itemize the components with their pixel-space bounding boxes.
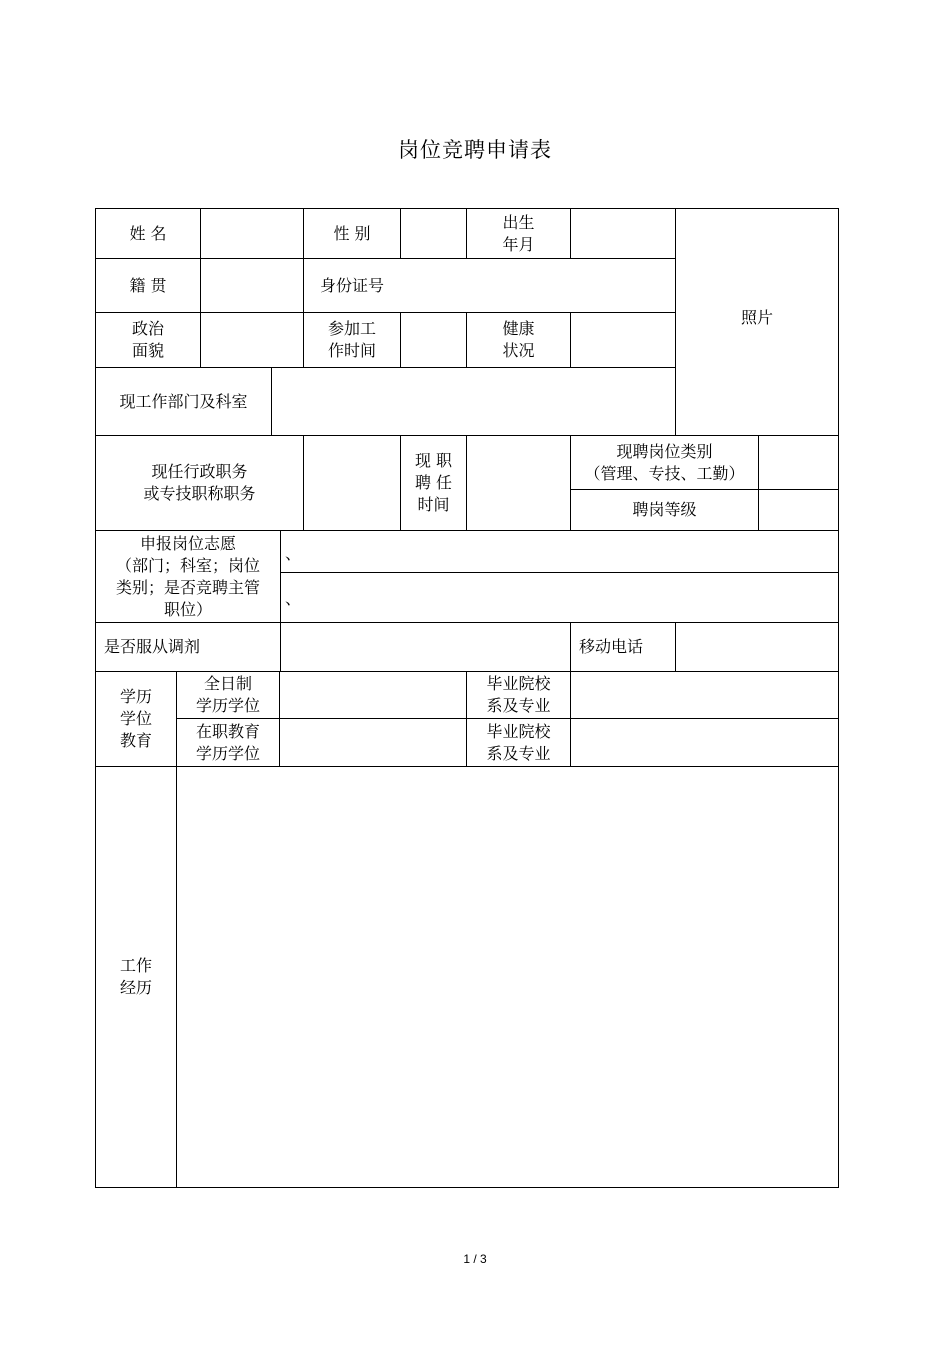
work-history-field[interactable] [177, 767, 838, 1187]
photo-area[interactable]: 照片 [740, 308, 773, 327]
application-choice-2-field[interactable]: 、 [285, 589, 302, 608]
gender-label: 性 别 [333, 223, 371, 243]
page-indicator: 1 / 3 [463, 1252, 487, 1266]
hometown-field[interactable] [201, 259, 303, 312]
post-type-field[interactable] [759, 436, 838, 489]
inservice-degree-field[interactable] [280, 719, 466, 766]
table-rule [838, 208, 839, 1188]
hometown-label: 籍 贯 [129, 275, 167, 295]
department-field[interactable] [272, 368, 675, 435]
name-label: 姓 名 [129, 223, 167, 243]
table-rule [570, 622, 571, 671]
table-rule [95, 1187, 839, 1188]
work-start-field[interactable] [401, 313, 466, 367]
post-level-field[interactable] [759, 490, 838, 530]
political-status-field[interactable] [201, 313, 303, 367]
fulltime-degree-label: 全日制 学历学位 [195, 674, 260, 715]
work-start-label: 参加工 作时间 [327, 319, 376, 360]
political-status-label: 政治 面貌 [131, 319, 164, 360]
inservice-school-field[interactable] [571, 719, 838, 766]
obey-adjustment-field[interactable] [281, 623, 570, 671]
mobile-label: 移动电话 [579, 637, 644, 656]
inservice-degree-label: 在职教育 学历学位 [195, 721, 260, 763]
fulltime-degree-field[interactable] [280, 672, 466, 718]
current-title-label: 现任行政职务 或专技职称职务 [143, 462, 256, 503]
appointment-time-field[interactable] [467, 436, 570, 530]
post-level-label: 聘岗等级 [632, 500, 697, 519]
application-choice-1-field[interactable]: 、 [285, 544, 302, 563]
post-type-label: 现聘岗位类别 （管理、专技、工勤） [584, 441, 745, 483]
work-history-label: 工作 经历 [119, 956, 152, 997]
obey-adjustment-label: 是否服从调剂 [104, 637, 201, 656]
application-label: 申报岗位志愿 （部门；科室；岗位 类别；是否竞聘主管 职位） [115, 533, 260, 619]
department-label: 现工作部门及科室 [119, 391, 248, 411]
id-number-field[interactable] [401, 259, 675, 312]
health-label: 健康 状况 [502, 319, 535, 360]
page-title: 岗位竞聘申请表 [398, 138, 552, 162]
health-field[interactable] [571, 313, 675, 367]
name-field[interactable] [201, 209, 303, 258]
birth-field[interactable] [571, 209, 675, 258]
gender-field[interactable] [401, 209, 466, 258]
appointment-time-label: 现 职 聘 任 时间 [414, 451, 453, 514]
current-title-field[interactable] [304, 436, 400, 530]
id-number-label: 身份证号 [319, 275, 384, 295]
inservice-school-label: 毕业院校 系及专业 [486, 721, 551, 763]
birth-label: 出生 年月 [502, 212, 535, 254]
fulltime-school-label: 毕业院校 系及专业 [486, 674, 551, 715]
education-label: 学历 学位 教育 [119, 687, 152, 750]
fulltime-school-field[interactable] [571, 672, 838, 718]
mobile-field[interactable] [676, 623, 838, 671]
